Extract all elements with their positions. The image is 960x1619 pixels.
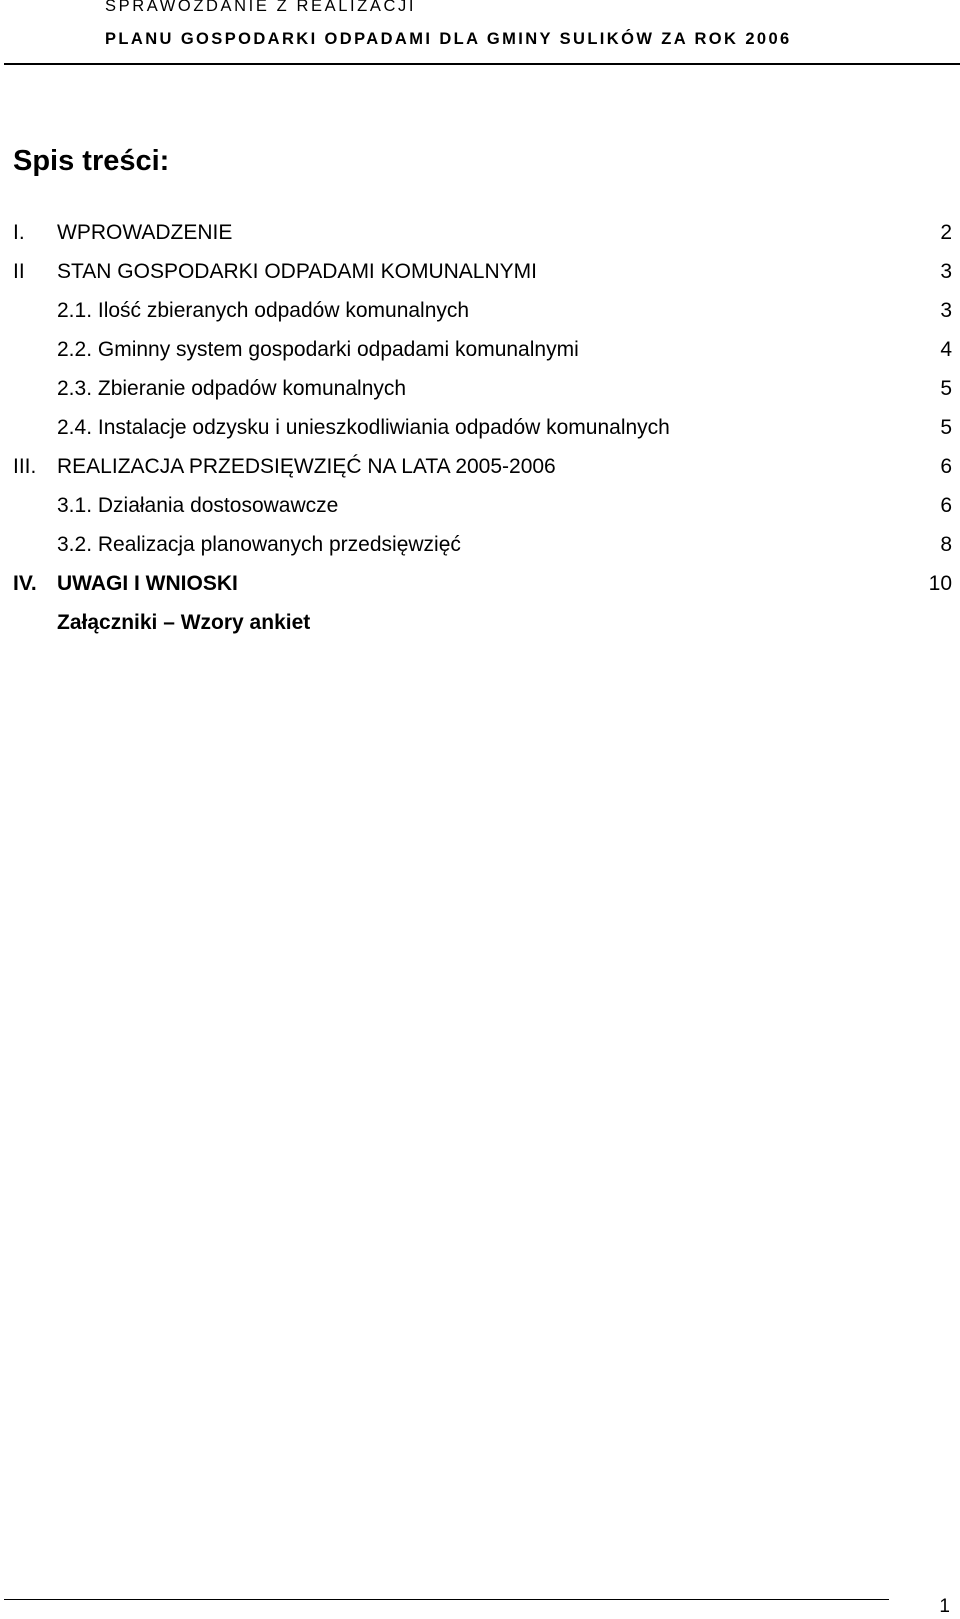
toc-entry-page: 5 bbox=[940, 416, 952, 439]
toc-entry-number: III. bbox=[13, 455, 37, 478]
toc-entry-2-3[interactable] bbox=[0, 377, 960, 407]
header-title-line2: PLANU GOSPODARKI ODPADAMI DLA GMINY SULIKÓW ZA ROK 2006 bbox=[105, 30, 792, 48]
toc-entry-label: 2.1. Ilość zbieranych odpadów komunalnych bbox=[57, 299, 470, 322]
toc-entry-label: UWAGI I WNIOSKI bbox=[57, 572, 238, 595]
toc-entry-stan-gospodarki[interactable] bbox=[0, 260, 960, 290]
toc-entry-number: IV. bbox=[13, 572, 37, 595]
toc-entry-zalaczniki[interactable] bbox=[0, 611, 960, 641]
toc-entry-realizacja[interactable] bbox=[0, 455, 960, 485]
toc-entry-page: 10 bbox=[928, 572, 952, 595]
page-header bbox=[0, 0, 960, 66]
toc-entry-3-1[interactable] bbox=[0, 494, 960, 524]
toc-title: Spis treści: bbox=[13, 145, 170, 177]
footer-divider bbox=[4, 1599, 889, 1600]
toc-entry-label: 3.2. Realizacja planowanych przedsięwzięć bbox=[57, 533, 461, 556]
toc-entry-number: I. bbox=[13, 221, 25, 244]
toc-entry-page: 6 bbox=[940, 455, 952, 478]
toc-entry-label: REALIZACJA PRZEDSIĘWZIĘĆ NA LATA 2005-2006 bbox=[57, 455, 556, 478]
toc-entry-page: 4 bbox=[940, 338, 952, 361]
toc-entry-page: 5 bbox=[940, 377, 952, 400]
toc-entry-label: 2.2. Gminny system gospodarki odpadami komunalnymi bbox=[57, 338, 579, 361]
toc-entry-label: WPROWADZENIE bbox=[57, 221, 233, 244]
toc-entry-wprowadzenie[interactable] bbox=[0, 221, 960, 251]
header-divider bbox=[4, 63, 960, 65]
toc-entry-label: 3.1. Działania dostosowawcze bbox=[57, 494, 339, 517]
toc-entry-label: 2.4. Instalacje odzysku i unieszkodliwiania odpadów komunalnych bbox=[57, 416, 670, 439]
toc-entry-page: 2 bbox=[940, 221, 952, 244]
toc-entry-2-4[interactable] bbox=[0, 416, 960, 446]
toc-entry-label: STAN GOSPODARKI ODPADAMI KOMUNALNYMI bbox=[57, 260, 537, 283]
toc-entry-page: 3 bbox=[940, 299, 952, 322]
toc-entry-uwagi[interactable] bbox=[0, 572, 960, 602]
toc-entry-number: II bbox=[13, 260, 25, 283]
toc-entry-2-2[interactable] bbox=[0, 338, 960, 368]
header-title-line1: SPRAWOZDANIE Z REALIZACJI bbox=[105, 0, 417, 15]
toc-entry-label: Załączniki – Wzory ankiet bbox=[57, 611, 311, 634]
toc-entry-2-1[interactable] bbox=[0, 299, 960, 329]
toc-entry-page: 3 bbox=[940, 260, 952, 283]
toc-entry-page: 8 bbox=[940, 533, 952, 556]
toc-entry-3-2[interactable] bbox=[0, 533, 960, 563]
toc-entry-label: 2.3. Zbieranie odpadów komunalnych bbox=[57, 377, 407, 400]
footer-page-number: 1 bbox=[939, 1596, 950, 1617]
toc-entry-page: 6 bbox=[940, 494, 952, 517]
